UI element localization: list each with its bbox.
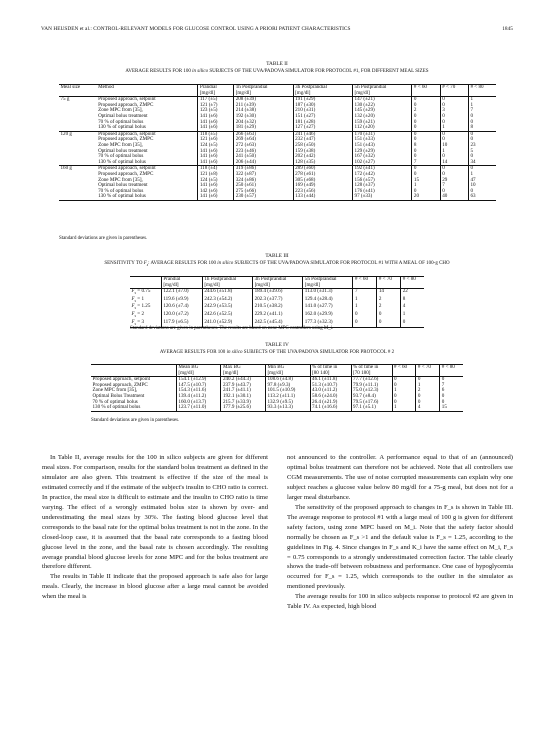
table-cell: 0 <box>440 97 468 103</box>
table-cell: 1 <box>412 183 440 189</box>
table-cell: 139.4 (±11.2) <box>176 394 221 400</box>
table-cell: 272 (±63) <box>234 143 293 149</box>
table-cell: 151 (±27) <box>293 114 352 120</box>
table4-caption: AVERAGE RESULTS FOR 100 in silico SUBJECTS OF THE UVA/PADOVA SIMULATOR FOR PROTOCOL # 2 <box>159 350 395 355</box>
table-cell: 141.0 (±27.7) <box>303 304 353 312</box>
table-cell: 0 <box>440 172 468 178</box>
table-cell: 7 <box>468 108 496 114</box>
table-cell: 0 <box>440 131 468 137</box>
table-cell: 0 <box>440 166 468 172</box>
table-cell: 4 <box>401 304 424 312</box>
table-cell: 242.3 (±54.2) <box>202 297 252 305</box>
table-cell: Optimal bolus treatment <box>98 182 148 189</box>
table-cell: 0 <box>392 383 416 389</box>
table-cell: 0 <box>353 312 377 320</box>
table4-note: Standard deviations are given in parentheses. <box>91 418 180 423</box>
column-header: # < 70 <box>440 85 468 97</box>
table-cell: 141 (±6) <box>198 154 234 160</box>
table-cell: 151 (±43) <box>353 143 412 149</box>
table3 <box>130 276 424 328</box>
column-header: 5h Postprandial [mg/dl] <box>353 85 412 97</box>
table-cell: 0 <box>468 120 496 126</box>
table3-label: TABLE III <box>265 253 289 259</box>
table-cell: 118 (±5) <box>198 131 234 137</box>
table-cell: 141 (±6) <box>198 194 234 200</box>
table-cell: 258 (±50) <box>293 143 352 149</box>
table-cell: 70 % of optimal bolus <box>98 118 144 125</box>
body-paragraph: not announced to the controller. A performance equal to that of an (announced) optimal bolus treatment can therefore not be achieved. Note that all controllers use CGM measurements. The use of noise corrupted measurements can explain why one subject reaches a glucose value below 80 mg/dl for a 75-g meal, but does not for a larger meal disturbance. <box>287 454 513 501</box>
table-cell: 141 (±6) <box>198 120 234 126</box>
column-header: Max BG [mg/dl] <box>221 365 266 377</box>
table-cell: 1 <box>392 405 416 411</box>
table-cell: 58.6 (±24.0) <box>310 394 351 400</box>
table3-caption: SENSITIVITY TO $F_s$: AVERAGE RESULTS FOR 100 in silico SUBJECTS OF THE UVA/PADOVA SIMULATOR FOR PROTOCOL #1 WITH A MEAL OF 100-g CHO <box>104 261 450 267</box>
table-cell: 0 <box>412 97 440 103</box>
running-header-title: VAN HEUSDEN et al.: CONTROL-RELEVANT MODELS FOR GLUCOSE CONTROL USING A PRIORI PATIENT CHARACTERISTICS <box>41 26 351 32</box>
table-cell: Proposed approach, ZMPC <box>92 381 148 388</box>
column-header: Mean BG [mg/dl] <box>176 365 221 377</box>
body-right-column <box>287 453 513 612</box>
table-cell: 5 <box>468 149 496 155</box>
table-cell: 121 (±8) <box>198 172 234 178</box>
table-cell: 7 <box>440 183 468 189</box>
table-cell: 127 (±27) <box>293 125 352 131</box>
table-cell: 130 (±22) <box>353 103 412 109</box>
table-cell: 145 (±29) <box>353 108 412 114</box>
table-cell: 43.0 (±11.2) <box>310 388 351 394</box>
table-cell: 123.7 (±11.0) <box>176 405 221 411</box>
table-cell: 129.4 (±28.4) <box>303 297 353 305</box>
table-header-row <box>130 277 424 289</box>
table-cell: 241 (±46) <box>293 131 352 137</box>
table-cell: Optimal bolus treatment <box>98 112 148 119</box>
table-cell: 0 <box>377 312 401 320</box>
table-cell: 23 <box>468 143 496 149</box>
table-cell: 269 (±64) <box>234 137 293 143</box>
table-cell: 191 (±29) <box>293 97 352 103</box>
table-cell: $F_s = 1.25$ <box>131 303 151 311</box>
table-cell: 130 % of optimal bolus <box>91 405 176 411</box>
table-cell: 0 <box>440 114 468 120</box>
table3-caption-block <box>30 253 524 269</box>
column-header: Prandial [mg/dl] <box>198 85 234 97</box>
table-cell: Proposed approach, ZMPC <box>98 136 154 143</box>
table-cell: 2 <box>416 388 440 394</box>
column-header: 5h Postprandial [mg/dl] <box>303 277 353 289</box>
table-cell: 170 (±31) <box>353 131 412 137</box>
page-number: 1845 <box>502 26 513 32</box>
table-cell: 289 (±60) <box>293 166 352 172</box>
table-cell: 324 (±86) <box>234 178 293 184</box>
table-cell: 132 (±20) <box>353 114 412 120</box>
table-cell: 159 (±38) <box>293 149 352 155</box>
table-cell: $F_s = 0.75$ <box>131 288 151 296</box>
table-cell: 120.6 (±7.4) <box>161 304 202 312</box>
table-cell: 1 <box>468 97 496 103</box>
table-cell: 1 <box>468 103 496 109</box>
table2 <box>59 84 496 201</box>
table-cell: 0 <box>412 103 440 109</box>
column-header: Method <box>97 85 198 97</box>
table-cell: 181 (±29) <box>234 125 293 131</box>
table-cell: 250 (±61) <box>234 183 293 189</box>
table-cell: 0 <box>401 320 424 328</box>
table-cell: Optimal bolus treatment <box>98 147 148 154</box>
table-cell: 208 (±39) <box>234 97 293 103</box>
table-cell: 210.5 (±38.2) <box>253 304 303 312</box>
table-cell: 130 % of optimal bolus <box>98 158 146 165</box>
table-cell: 278 (±61) <box>293 172 352 178</box>
table-cell: 14 <box>377 289 401 297</box>
table-cell: 229.2 (±41.1) <box>253 312 303 320</box>
table-cell: 0 <box>412 189 440 195</box>
table-cell: 244.6 (±51.8) <box>202 289 252 297</box>
table-cell: 51.3 (±10.7) <box>310 383 351 389</box>
table-cell: 169 (±49) <box>293 183 352 189</box>
body-paragraph: The sensitivity of the proposed approach to changes in F_s is shown in Table III. The average response to protocol #1 with a large meal of 100 g is given for different safety factors, using zone MPC based on M_i. Note that the safety factor should normally be chosen as F_s >1 and the default value is F_s = 1.25, according to the guidelines in Fig. 4. Since changes in F_s and K_i have the same effect on M_i, F_s = 0.75 corresponds to a strongly underestimated correction factor. The table clearly shows the trade-off between robustness and performance. One case of hypoglycemia occurred for F_s = 1.25, which corresponds to the outlier in the simulator as mentioned previously. <box>287 503 513 591</box>
table-cell: 0 <box>353 320 377 328</box>
table-cell: 0 <box>468 154 496 160</box>
table-cell: 93.3 (±13.3) <box>265 405 310 411</box>
column-header: Meal size <box>59 85 97 97</box>
body-paragraph: The results in Table II indicate that the proposed approach is safe also for large meals. Clearly, the increase in blood glucose after a large meal cannot be avoided when the meal is <box>42 573 268 601</box>
table-cell: 210 (±31) <box>293 108 352 114</box>
column-header <box>130 277 161 289</box>
table-cell: 122.1 (±7.0) <box>161 289 202 297</box>
table-cell: 123 (±5) <box>198 108 234 114</box>
table-cell: 1 <box>392 388 416 394</box>
table-cell: 0 <box>440 400 463 406</box>
table-cell: 14 <box>440 160 468 166</box>
table-cell: 192 (±41) <box>353 166 412 172</box>
table-cell: 118 (±4) <box>198 166 234 172</box>
table-cell: 132.9 (±9.5) <box>265 400 310 406</box>
table-cell: 97.8 (±9.3) <box>265 383 310 389</box>
table-cell: 121 (±6) <box>198 137 234 143</box>
table-cell: 167 (±32) <box>353 154 412 160</box>
table-cell: 240.2 (±44.3) <box>221 377 266 383</box>
table-cell: 230 (±57) <box>234 194 293 200</box>
table-cell: 141 (±6) <box>198 160 234 166</box>
table-cell: 0 <box>468 131 496 137</box>
table-cell: 97.1 (±5.1) <box>351 405 392 411</box>
body-left-column <box>42 453 268 602</box>
table-cell: 206 (±44) <box>234 160 293 166</box>
table-cell: 1 <box>353 297 377 305</box>
table-cell: 177.9 (±25.6) <box>221 405 266 411</box>
column-header: # < 80 <box>468 85 496 97</box>
table-cell: 162.0 (±29.9) <box>303 312 353 320</box>
table-cell: $F_s = 1$ <box>131 295 144 303</box>
table-cell: 242.9 (±53.5) <box>202 304 252 312</box>
table-cell: 192.1 (±30.1) <box>221 394 266 400</box>
column-header: 1h Postprandial [mg/dl] <box>202 277 252 289</box>
table-cell: 0 <box>416 400 440 406</box>
column-header: # < 70 <box>377 277 401 289</box>
table-cell: 113.0 (±31.3) <box>303 289 353 297</box>
table-cell: 2 <box>412 108 440 114</box>
table-cell: 133 (±44) <box>293 194 352 200</box>
table-cell: 10 <box>440 143 468 149</box>
table2-label: TABLE II <box>266 61 288 67</box>
table-row <box>59 194 496 200</box>
table-cell: 2 <box>377 297 401 305</box>
table3-note: Standard deviations are given in parentheses. The results are based on zone MPC controllers using M_i. <box>130 326 334 331</box>
table-cell: 242.5 (±45.4) <box>253 320 303 328</box>
table-cell: 0 <box>440 189 468 195</box>
table-cell: 46.1 (±11.8) <box>310 377 351 383</box>
table-cell: 241 (±50) <box>234 154 293 160</box>
meal-size-cell: 120 g <box>59 131 97 137</box>
table-cell: 0 <box>412 172 440 178</box>
table-cell: 223 (±56) <box>293 189 352 195</box>
table-cell: Proposed approach, setpoint <box>92 376 151 383</box>
table-cell: 3 <box>440 108 468 114</box>
table-cell: 0 <box>412 166 440 172</box>
table-cell: 0 <box>440 394 463 400</box>
table-cell: 141 (±6) <box>198 125 234 131</box>
table-cell: Proposed approach, setpoint <box>98 96 156 103</box>
table-cell: 211 (±39) <box>234 103 293 109</box>
table-cell: Zone MPC from [35], <box>98 176 143 183</box>
table-cell: 204 (±32) <box>234 120 293 126</box>
table-cell: 187 (±30) <box>293 103 352 109</box>
column-header: # < 80 <box>440 365 463 377</box>
column-header: 1h Postprandial [mg/dl] <box>234 85 293 97</box>
table-cell: 26.4 (±21.9) <box>310 400 351 406</box>
table-cell: 215.7 (±33.9) <box>221 400 266 406</box>
table2-caption: AVERAGE RESULTS FOR 100 in silico SUBJECTS OF THE UVA/PADOVA SIMULATOR FOR PROTOCOL #1, FOR DIFFERENT MEAL SIZES <box>125 69 429 74</box>
table-cell: 70 % of optimal bolus <box>92 398 138 405</box>
table2-caption-block <box>30 61 524 75</box>
column-header: 3h Postprandial [mg/dl] <box>253 277 303 289</box>
table-cell: 1 <box>440 149 468 155</box>
table-cell: 93.7 (±8.4) <box>351 394 392 400</box>
meal-size-cell: 160 g <box>59 166 97 172</box>
table-cell: 6 <box>440 388 463 394</box>
table-cell: 0 <box>440 103 468 109</box>
table-cell: Zone MPC from [35], <box>98 107 143 114</box>
table-cell: Proposed approach, setpoint <box>97 166 198 172</box>
table-cell: 275 (±66) <box>234 189 293 195</box>
table-cell: 0 <box>392 394 416 400</box>
table-cell: 151 (±33) <box>353 137 412 143</box>
table-cell: 2 <box>377 304 401 312</box>
table-cell: 237.9 (±43.7) <box>221 383 266 389</box>
table-cell: 266 (±63) <box>234 131 293 137</box>
table-cell: 0 <box>392 377 416 383</box>
table-cell: 112 (±20) <box>353 125 412 131</box>
table-cell: 0 <box>440 377 463 383</box>
table-cell: 129 (±29) <box>353 149 412 155</box>
table4-caption-block <box>30 342 524 356</box>
table-cell: 108.6 (±4.8) <box>265 377 310 383</box>
table-cell: 0 <box>412 120 440 126</box>
table-cell: 63 <box>468 194 496 200</box>
table-cell: 70 % of optimal bolus <box>98 153 144 160</box>
table-cell: 0 <box>468 137 496 143</box>
table-cell: 7 <box>412 160 440 166</box>
table-cell: 7 <box>353 289 377 297</box>
table-cell: 130 % of optimal bolus <box>98 124 146 131</box>
table-row <box>91 405 463 411</box>
table-cell: 77.7 (±12.6) <box>351 377 392 383</box>
table-cell: 156 (±57) <box>353 178 412 184</box>
table-cell: 121 (±7) <box>198 103 234 109</box>
table-cell: 8 <box>468 125 496 131</box>
table-cell: Proposed approach, ZMPC <box>98 170 154 177</box>
table-cell: 177.3 (±32.3) <box>303 320 353 328</box>
column-header: # < 80 <box>401 277 424 289</box>
table-cell: 141 (±6) <box>198 183 234 189</box>
table-cell: 15 <box>412 178 440 184</box>
table-cell: 0 <box>468 189 496 195</box>
table-cell: 47 <box>468 178 496 184</box>
table-cell: 0 <box>440 154 468 160</box>
table-cell: 241.7 (±41.1) <box>221 388 266 394</box>
body-paragraph: The average results for 100 in silico subjects response to protocol #2 are given in Table IV. As expected, high blood <box>287 593 513 611</box>
table-cell: $F_s = 2$ <box>131 311 144 319</box>
column-header: % of time in [80 140] <box>310 365 351 377</box>
running-header <box>41 26 513 36</box>
table-cell: Proposed approach, setpoint <box>97 131 198 137</box>
table4-label: TABLE IV <box>265 342 289 348</box>
table-cell: 124 (±5) <box>198 178 234 184</box>
table-cell: 0 <box>416 394 440 400</box>
column-header: 3h Postprandial [mg/dl] <box>293 85 352 97</box>
table-cell: 154.1 (±12.9) <box>176 377 221 383</box>
table-cell: 0 <box>377 320 401 328</box>
table-cell: 34 <box>468 160 496 166</box>
table-cell: 119.6 (±9.9) <box>161 297 202 305</box>
table-cell: 101.5 (±10.9) <box>265 388 310 394</box>
table-cell: 160.0 (±13.7) <box>176 400 221 406</box>
table-cell: 22 <box>401 289 424 297</box>
table-cell: 0 <box>412 137 440 143</box>
table-cell: 0 <box>412 125 440 131</box>
table-cell: 70 % of optimal bolus <box>98 187 144 194</box>
table-cell: 74.1 (±16.6) <box>310 405 351 411</box>
table-cell: Zone MPC from [35], <box>98 141 143 148</box>
table-cell: 7 <box>440 383 463 389</box>
table-cell: 0 <box>392 400 416 406</box>
table-cell: 0 <box>440 120 468 126</box>
meal-size-cell: 75 g <box>60 96 70 103</box>
table-cell: 117.9 (±6.5) <box>161 320 202 328</box>
column-header <box>91 365 176 377</box>
table-cell: 142 (±6) <box>198 189 234 195</box>
table-cell: 141 (±6) <box>198 114 234 120</box>
table-cell: 192 (±30) <box>234 114 293 120</box>
table-cell: 176 (±41) <box>353 189 412 195</box>
column-header: # < 60 <box>353 277 377 289</box>
table-cell: 0 <box>468 114 496 120</box>
table-cell: 117 (±5) <box>198 97 234 103</box>
table-cell: 124 (±5) <box>198 143 234 149</box>
table-cell: 159 (±21) <box>353 120 412 126</box>
table-cell: 0 <box>412 149 440 155</box>
table-cell: 189.4 (±39.6) <box>253 289 303 297</box>
table-cell: 202.3 (±37.7) <box>253 297 303 305</box>
table-cell: 15 <box>440 405 463 411</box>
table-cell: 0 <box>440 137 468 143</box>
table-cell: 214 (±38) <box>234 108 293 114</box>
table-cell: 0 <box>412 114 440 120</box>
table-cell: 241.0 (±52.9) <box>202 320 252 328</box>
table-cell: 79.5 (±17.6) <box>351 400 392 406</box>
column-header: # < 70 <box>416 365 440 377</box>
table-cell: 322 (±87) <box>234 172 293 178</box>
table-cell: 0 <box>468 166 496 172</box>
table-cell: 40 <box>440 194 468 200</box>
table-cell: 128 (±35) <box>293 160 352 166</box>
table-cell: 128 (±37) <box>353 183 412 189</box>
table-cell: 242.6 (±52.5) <box>202 312 252 320</box>
table-cell: 8 <box>401 297 424 305</box>
table-cell: 79.9 (±11.1) <box>351 383 392 389</box>
table-cell: $F_s = 3$ <box>130 320 161 328</box>
table2-note: Standard deviations are given in parentheses. <box>59 236 148 241</box>
table-cell: 172 (±42) <box>353 172 412 178</box>
column-header: # < 60 <box>412 85 440 97</box>
table-cell: 154.3 (±11.6) <box>176 388 221 394</box>
table-cell: 10 <box>468 183 496 189</box>
table-cell: 130 % of optimal bolus <box>97 194 198 200</box>
table-cell: 102 (±27) <box>353 160 412 166</box>
table-cell: 97 (±33) <box>353 194 412 200</box>
table-header-row <box>91 365 463 377</box>
table-cell: 120.0 (±7.2) <box>161 312 202 320</box>
table-cell: 223 (±46) <box>234 149 293 155</box>
table-cell: 1 <box>401 312 424 320</box>
table-cell: 1 <box>353 304 377 312</box>
column-header: # < 60 <box>392 365 416 377</box>
table-cell: 0 <box>412 154 440 160</box>
table-cell: 20 <box>412 194 440 200</box>
table-cell: 181 (±28) <box>293 120 352 126</box>
table-cell: 319 (±86) <box>234 166 293 172</box>
column-header: Prandial [mg/dl] <box>161 277 202 289</box>
table-cell: 0 <box>412 131 440 137</box>
table-cell: 0 <box>416 377 440 383</box>
table-cell: 1 <box>468 172 496 178</box>
table-cell: 305 (±68) <box>293 178 352 184</box>
column-header: Min BG [mg/dl] <box>265 365 310 377</box>
table-cell: 141 (±6) <box>198 149 234 155</box>
table-cell: 1 <box>416 383 440 389</box>
body-paragraph: In Table II, average results for the 100 in silico subjects are given for different meal sizes. For comparison, results for the standard bolus treatment as defined in the simulator are also given. This treatment is effective if the size of the meal is estimated correctly and if the estimate of the subject's insulin to CHO ratio is correct. In practice, the meal size is difficult to estimate and the insulin to CHO ratio is time varying. The effect of a wrongly estimated bolus size is shown by over- and underestimating the meal sizes by 30%. The fasting blood glucose level that corresponds to the basal rate for the optimal bolus treatment is not in the zone. In the closed-loop case, it is assumed that the basal rate corresponds to a fasting blood glucose level in the zone, and the basal rate is chosen accordingly. The resulting average prandial blood glucose levels for zone MPC and for the bolus treatment are therefore different. <box>42 454 268 571</box>
table-cell: 202 (±42) <box>293 154 352 160</box>
table-cell: 4 <box>416 405 440 411</box>
table-cell: 1 <box>440 125 468 131</box>
table-cell: 113.2 (±11.1) <box>265 394 310 400</box>
table-cell: Proposed approach, ZMPC <box>98 101 154 108</box>
table-cell: Zone MPC from [35], <box>92 387 138 394</box>
table-header-row <box>59 85 496 97</box>
table-cell: 8 <box>412 143 440 149</box>
table-cell: 232 (±47) <box>293 137 352 143</box>
meal-size-cell <box>59 194 97 200</box>
table-cell: 75.0 (±12.3) <box>351 388 392 394</box>
table4 <box>91 364 463 412</box>
column-header: % of time in [70 180] <box>351 365 392 377</box>
table-cell: Optimal Bolus Treatment <box>92 392 145 399</box>
table-cell: 29 <box>440 178 468 184</box>
table-cell: 147 (±21) <box>353 97 412 103</box>
table-cell: 147.5 (±10.7) <box>176 383 221 389</box>
